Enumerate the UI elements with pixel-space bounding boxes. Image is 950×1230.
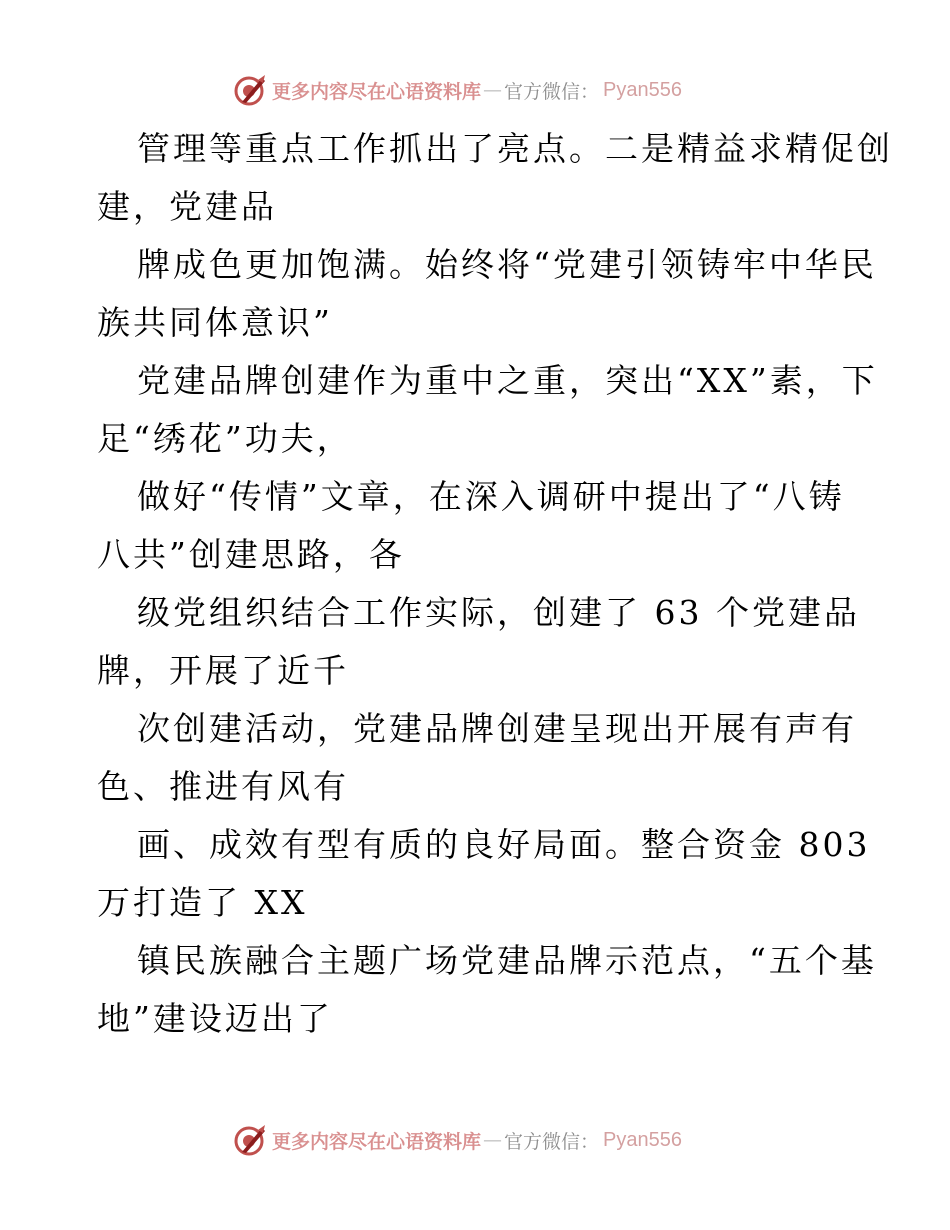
body-line: 建，党建品 xyxy=(97,187,277,226)
body-line: 牌，开展了近千 xyxy=(97,651,349,690)
quill-logo-icon xyxy=(232,72,268,108)
body-line: 族共同体意识” xyxy=(97,303,333,342)
body-line: 次创建活动，党建品牌创建呈现出开展有声有 xyxy=(137,709,857,748)
quill-logo-icon xyxy=(232,1122,268,1158)
body-line: 足“绣花”功夫， xyxy=(97,419,353,458)
body-line: 管理等重点工作抓出了亮点。二是精益求精促创 xyxy=(137,129,893,168)
body-line: 做好“传情”文章，在深入调研中提出了“八铸 xyxy=(137,477,845,516)
document-body xyxy=(97,120,893,1048)
header-watermark xyxy=(232,72,682,108)
body-line: 牌成色更加饱满。始终将“党建引领铸牢中华民 xyxy=(137,245,877,284)
body-line: 地”建设迈出了 xyxy=(97,999,333,1038)
watermark-text: 更多内容尽在心语资料库 xyxy=(272,1130,482,1153)
watermark-text: 更多内容尽在心语资料库 xyxy=(272,80,482,103)
body-line: 万打造了 XX xyxy=(97,883,308,922)
body-line: 画、成效有型有质的良好局面。整合资金 803 xyxy=(137,825,871,864)
watermark-wechat-label: 官方微信： xyxy=(504,80,600,103)
watermark-wechat-id: Pyan556 xyxy=(603,78,682,101)
body-line: 色、推进有风有 xyxy=(97,767,349,806)
body-line: 党建品牌创建作为重中之重，突出“XX”素，下 xyxy=(137,361,878,400)
watermark-wechat-id: Pyan556 xyxy=(603,1128,682,1151)
watermark-dash: — xyxy=(483,79,503,101)
body-line: 级党组织结合工作实际，创建了 63 个党建品 xyxy=(137,593,860,632)
watermark-wechat-label: 官方微信： xyxy=(504,1130,600,1153)
watermark-dash: — xyxy=(483,1129,503,1151)
body-line: 八共”创建思路，各 xyxy=(97,535,405,574)
body-line: 镇民族融合主题广场党建品牌示范点，“五个基 xyxy=(137,941,877,980)
footer-watermark xyxy=(232,1122,682,1158)
